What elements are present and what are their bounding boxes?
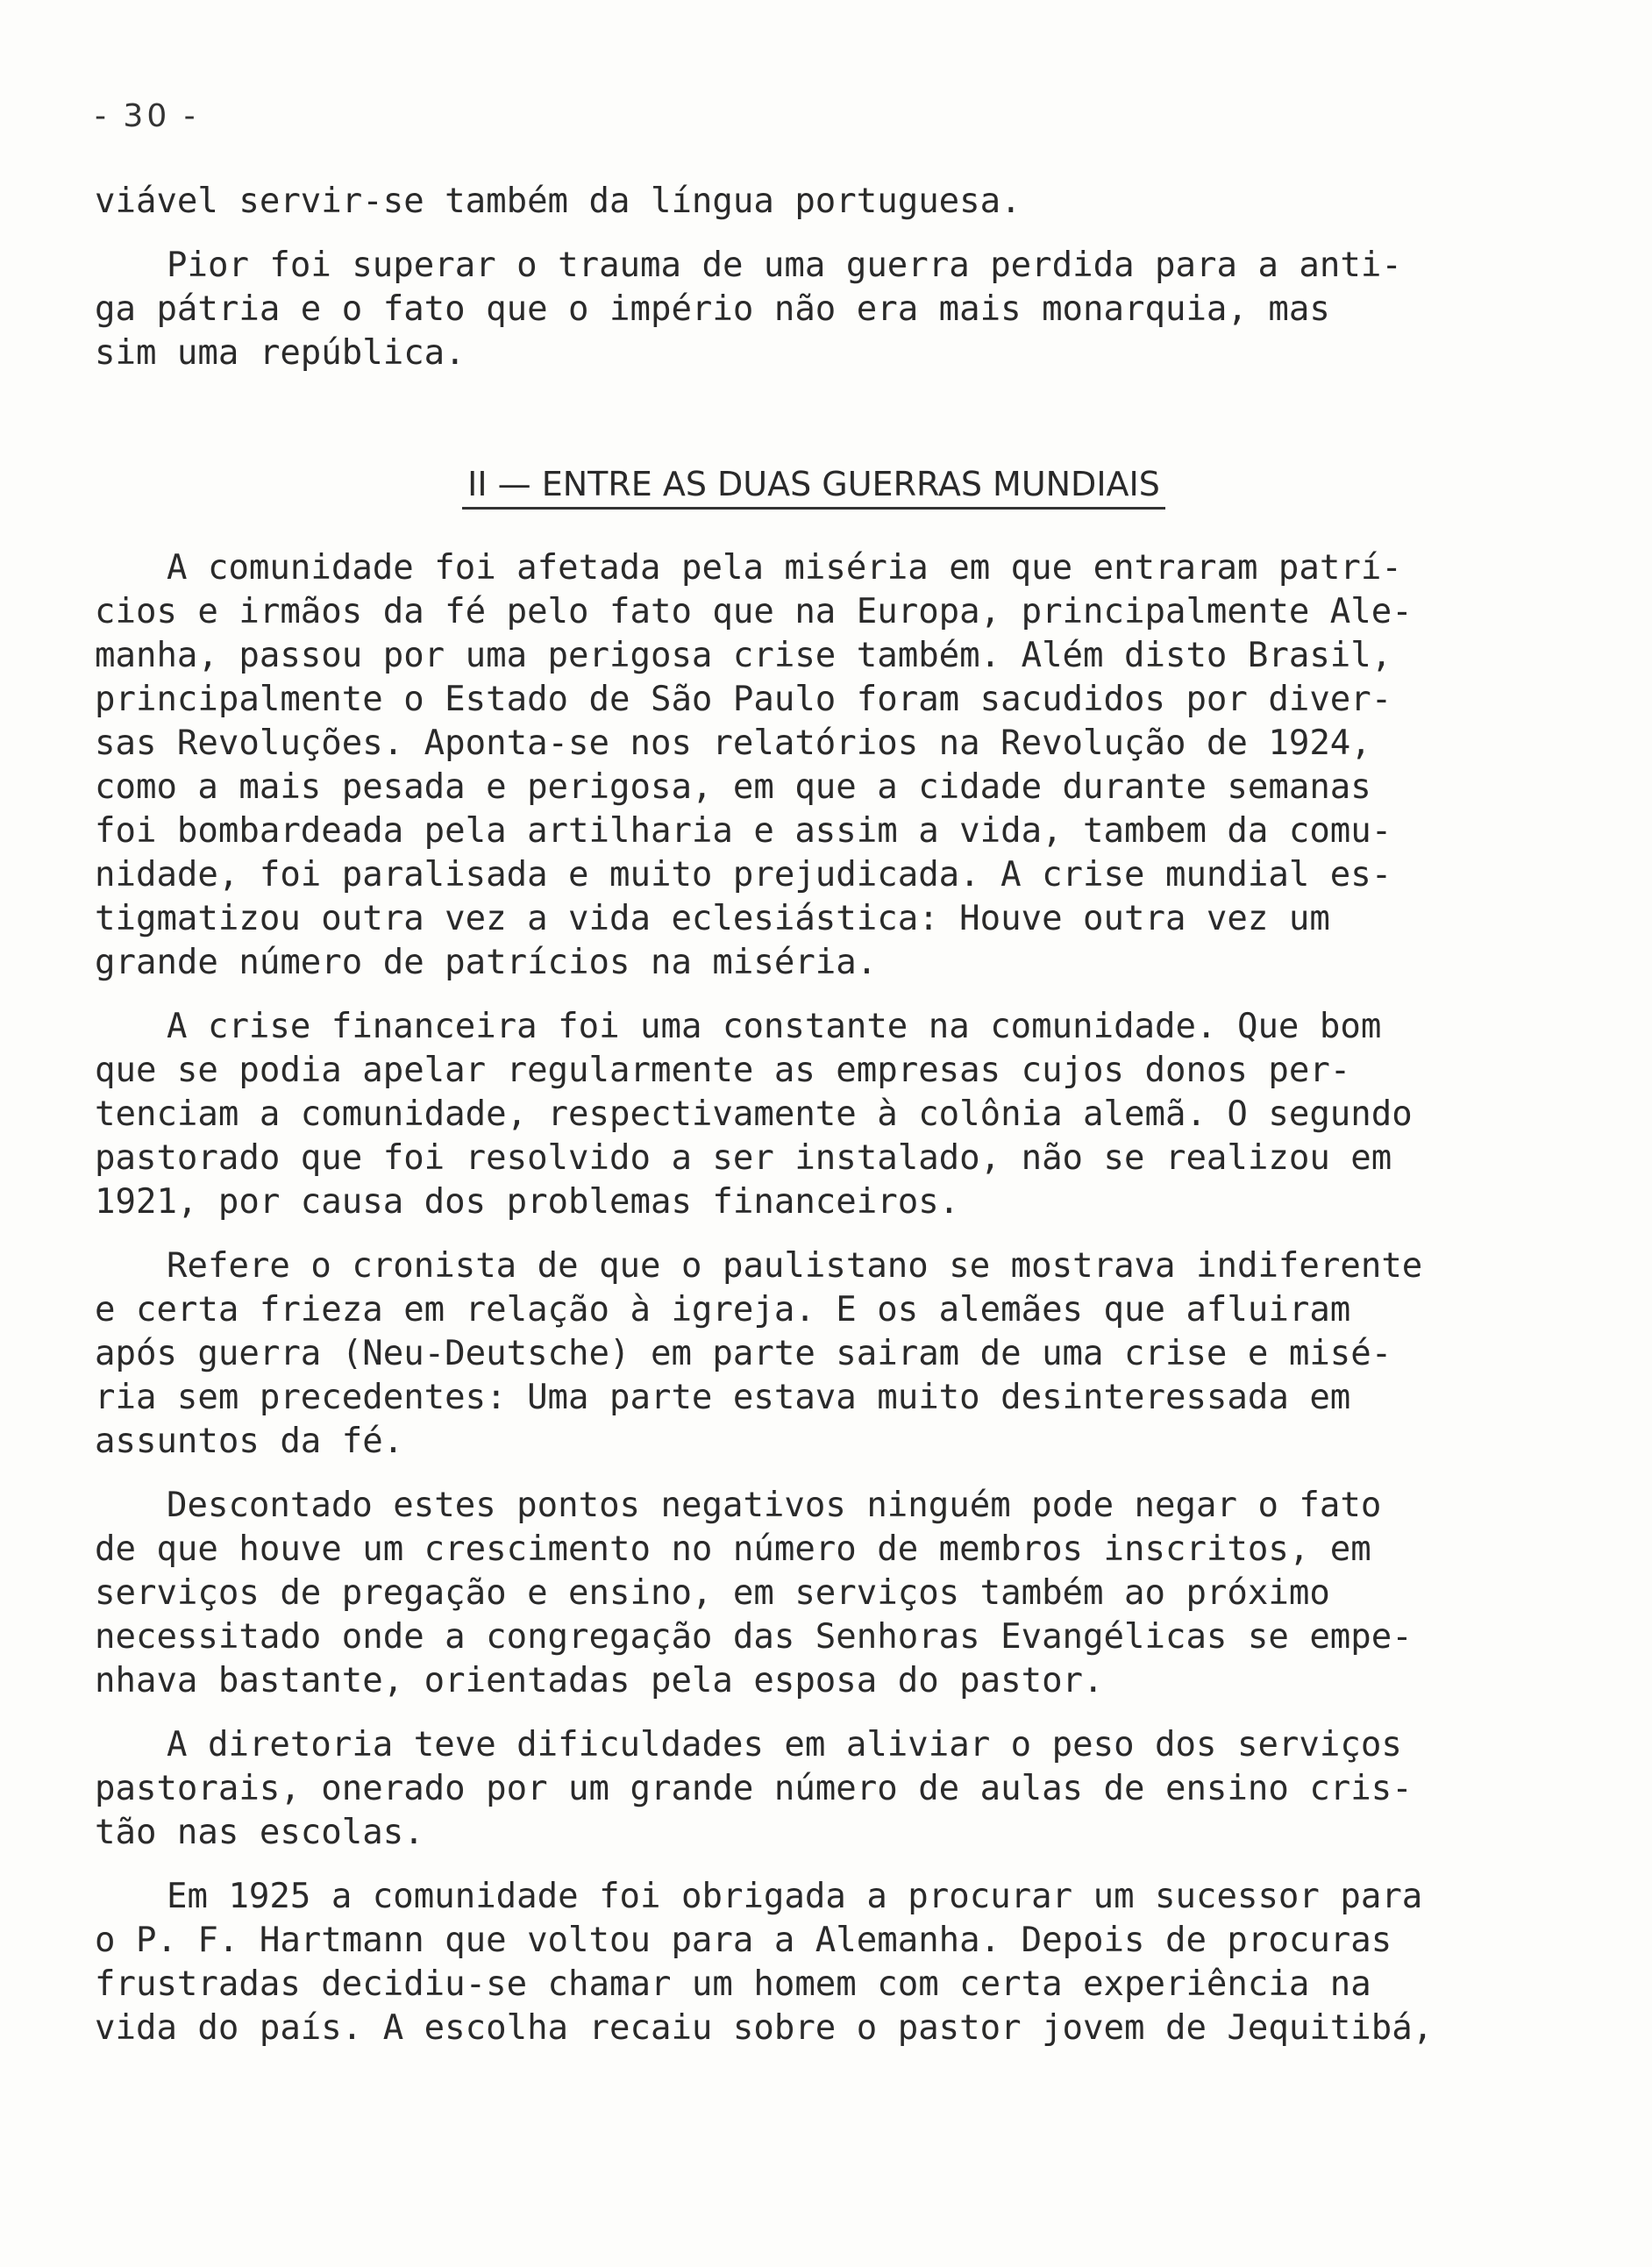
text-line: A diretoria teve dificuldades em aliviar o peso dos serviços bbox=[167, 1725, 1402, 1764]
paragraph-6 bbox=[95, 1875, 1533, 2050]
section-heading-text: II — ENTRE AS DUAS GUERRAS MUNDIAIS bbox=[462, 465, 1165, 510]
page-number: - 30 - bbox=[95, 98, 199, 134]
text-line: pastorais, onerado por um grande número de aulas de ensino cris- bbox=[95, 1769, 1413, 1808]
text-line: nhava bastante, orientadas pela esposa do pastor. bbox=[95, 1661, 1104, 1700]
paragraph-4 bbox=[95, 1484, 1533, 1703]
paragraph-1 bbox=[95, 546, 1533, 985]
text-line: pastorado que foi resolvido a ser instalado, não se realizou em bbox=[95, 1138, 1392, 1178]
text-line: ga pátria e o fato que o império não era mais monarquia, mas bbox=[95, 289, 1330, 329]
paragraph-3 bbox=[95, 1244, 1533, 1464]
text-line: de que houve um crescimento no número de membros inscritos, em bbox=[95, 1529, 1371, 1569]
paragraph-2 bbox=[95, 1005, 1533, 1224]
text-line: grande número de patrícios na miséria. bbox=[95, 943, 878, 982]
intro-paragraph-2 bbox=[95, 244, 1533, 375]
text-line: Em 1925 a comunidade foi obrigada a procurar um sucessor para bbox=[167, 1877, 1423, 1916]
text-line: vida do país. A escolha recaiu sobre o pastor jovem de Jequitibá, bbox=[95, 2008, 1434, 2048]
text-line: A comunidade foi afetada pela miséria em que entraram patrí- bbox=[167, 548, 1402, 588]
section-heading bbox=[95, 465, 1533, 510]
text-line: após guerra (Neu-Deutsche) em parte sairam de uma crise e misé- bbox=[95, 1334, 1392, 1373]
text-line: manha, passou por uma perigosa crise também. Além disto Brasil, bbox=[95, 636, 1392, 675]
text-line: 1921, por causa dos problemas financeiros. bbox=[95, 1182, 960, 1222]
text-line: foi bombardeada pela artilharia e assim a vida, tambem da comu- bbox=[95, 811, 1392, 851]
text-line: assuntos da fé. bbox=[95, 1422, 404, 1461]
text-line: tão nas escolas. bbox=[95, 1813, 424, 1852]
text-line: ria sem precedentes: Uma parte estava muito desinteressada em bbox=[95, 1378, 1351, 1417]
page-body bbox=[95, 180, 1533, 2071]
text-line: principalmente o Estado de São Paulo foram sacudidos por diver- bbox=[95, 680, 1392, 719]
text-line: sim uma república. bbox=[95, 333, 466, 373]
text-line: sas Revoluções. Aponta-se nos relatórios na Revolução de 1924, bbox=[95, 724, 1371, 763]
text-line: serviços de pregação e ensino, em serviços também ao próximo bbox=[95, 1573, 1330, 1613]
paragraph-5 bbox=[95, 1723, 1533, 1855]
text-line: tenciam a comunidade, respectivamente à colônia alemã. O segundo bbox=[95, 1094, 1413, 1134]
text-line: e certa frieza em relação à igreja. E os alemães que afluiram bbox=[95, 1290, 1351, 1330]
text-line: A crise financeira foi uma constante na comunidade. Que bom bbox=[167, 1007, 1382, 1046]
text-line: o P. F. Hartmann que voltou para a Alemanha. Depois de procuras bbox=[95, 1921, 1392, 1960]
text-line: como a mais pesada e perigosa, em que a cidade durante semanas bbox=[95, 767, 1371, 807]
text-line: Descontado estes pontos negativos ninguém pode negar o fato bbox=[167, 1486, 1382, 1525]
text-line: Refere o cronista de que o paulistano se mostrava indiferente bbox=[167, 1246, 1423, 1286]
text-line: cios e irmãos da fé pelo fato que na Europa, principalmente Ale- bbox=[95, 592, 1413, 631]
text-line: que se podia apelar regularmente as empresas cujos donos per- bbox=[95, 1051, 1351, 1090]
text-line: Pior foi superar o trauma de uma guerra perdida para a anti- bbox=[167, 246, 1402, 285]
intro-paragraph-1 bbox=[95, 180, 1533, 224]
text-line: frustradas decidiu-se chamar um homem com certa experiência na bbox=[95, 1964, 1371, 2004]
text-line: nidade, foi paralisada e muito prejudicada. A crise mundial es- bbox=[95, 855, 1392, 895]
text-line: viável servir-se também da língua portuguesa. bbox=[95, 182, 1022, 221]
text-line: necessitado onde a congregação das Senhoras Evangélicas se empe- bbox=[95, 1617, 1413, 1657]
text-line: tigmatizou outra vez a vida eclesiástica: Houve outra vez um bbox=[95, 899, 1330, 938]
